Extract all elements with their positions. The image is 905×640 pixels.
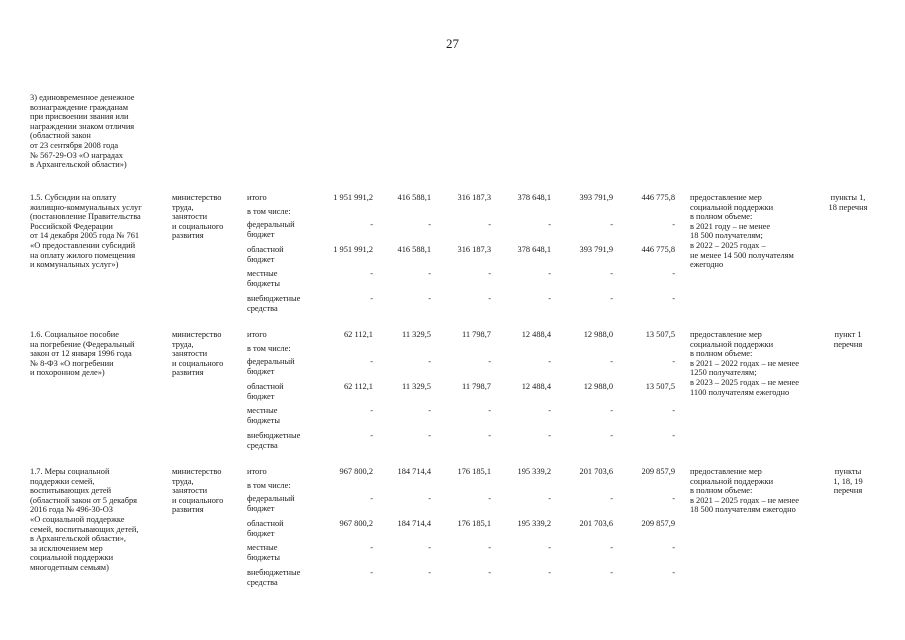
funding-source-line: в том числе: bbox=[247, 481, 291, 490]
list-reference-line: перечня bbox=[833, 339, 863, 349]
funding-value: - bbox=[488, 294, 491, 303]
measure-name-line: «О социальной поддержке bbox=[30, 515, 125, 524]
funding-value: 378 648,1 bbox=[517, 193, 551, 202]
funding-value: 195 339,2 bbox=[517, 467, 551, 476]
list-reference-line: пункты bbox=[834, 467, 862, 476]
executor-line: развития bbox=[172, 368, 204, 378]
expected-result-line: социальной поддержки bbox=[690, 202, 774, 212]
list-reference-line: пункты 1, bbox=[830, 193, 866, 202]
funding-value: 1 951 991,2 bbox=[333, 245, 373, 254]
funding-value: - bbox=[672, 568, 675, 577]
funding-value: - bbox=[428, 431, 431, 440]
expected-result-line: в 2022 – 2025 годах – bbox=[690, 241, 766, 250]
expected-result-line: 1100 получателям ежегодно bbox=[690, 387, 790, 397]
funding-value: - bbox=[672, 431, 675, 440]
funding-value: - bbox=[370, 357, 373, 366]
funding-value: 184 714,4 bbox=[397, 519, 431, 528]
executor-line: министерство bbox=[172, 467, 222, 476]
funding-value: - bbox=[548, 357, 551, 366]
intro-line: от 23 сентября 2008 года bbox=[30, 141, 119, 150]
funding-source-line: итого bbox=[247, 330, 267, 339]
funding-value: 176 185,1 bbox=[457, 467, 491, 476]
executor-line: развития bbox=[172, 505, 204, 515]
funding-value: 967 800,2 bbox=[339, 519, 373, 528]
executor-line: министерство bbox=[172, 330, 222, 339]
executor-line: труда, bbox=[172, 202, 194, 212]
funding-value: - bbox=[428, 294, 431, 303]
expected-result-line: предоставление мер bbox=[690, 467, 762, 476]
executor-line: занятости bbox=[172, 212, 208, 222]
funding-source-line: бюджет bbox=[247, 229, 275, 239]
funding-value: - bbox=[488, 431, 491, 440]
expected-result-line: в 2021 году – не менее bbox=[690, 221, 771, 231]
funding-value: 13 507,5 bbox=[645, 382, 675, 391]
funding-value: 12 988,0 bbox=[583, 330, 613, 339]
funding-value: - bbox=[370, 406, 373, 415]
funding-value: 201 703,6 bbox=[579, 519, 613, 528]
intro-line: награждении знаком отличия bbox=[30, 121, 135, 131]
funding-value: - bbox=[548, 406, 551, 415]
funding-source-line: бюджеты bbox=[247, 278, 281, 288]
funding-value: - bbox=[672, 494, 675, 503]
funding-value: - bbox=[370, 568, 373, 577]
funding-value: 393 791,9 bbox=[579, 193, 613, 202]
expected-result-line: в 2021 – 2022 годах – не менее bbox=[690, 358, 799, 368]
expected-result-line: социальной поддержки bbox=[690, 476, 774, 486]
funding-source-line: внебюджетные bbox=[247, 568, 301, 577]
funding-value: 1 951 991,2 bbox=[333, 193, 373, 202]
funding-value: - bbox=[610, 568, 613, 577]
funding-value: 446 775,8 bbox=[641, 193, 675, 202]
funding-value: - bbox=[488, 568, 491, 577]
funding-value: 416 588,1 bbox=[397, 193, 431, 202]
expected-result-line: социальной поддержки bbox=[690, 339, 774, 349]
measure-name-line: № 8-ФЗ «О погребении bbox=[30, 358, 114, 368]
expected-result-line: в полном объеме: bbox=[690, 486, 753, 496]
measure-name-line: закон от 12 января 1996 года bbox=[30, 349, 132, 359]
funding-value: - bbox=[548, 568, 551, 577]
measure-name-line: и коммунальных услуг») bbox=[30, 260, 119, 270]
executor-line: и социального bbox=[172, 358, 224, 368]
funding-value: - bbox=[672, 357, 675, 366]
measure-name-line: 1.7. Меры социальной bbox=[30, 467, 110, 476]
executor-line: занятости bbox=[172, 486, 208, 496]
funding-value: - bbox=[672, 294, 675, 303]
measure-name-line: социальной поддержки bbox=[30, 553, 114, 563]
funding-source-line: бюджеты bbox=[247, 552, 281, 562]
funding-value: - bbox=[548, 269, 551, 278]
funding-value: 316 187,3 bbox=[457, 245, 491, 254]
funding-value: 209 857,9 bbox=[641, 467, 675, 476]
funding-value: 209 857,9 bbox=[641, 519, 675, 528]
funding-value: - bbox=[672, 269, 675, 278]
intro-line: 3) единовременное денежное bbox=[30, 93, 135, 102]
funding-value: 12 988,0 bbox=[583, 382, 613, 391]
intro-line: в Архангельской области») bbox=[30, 160, 127, 170]
funding-value: - bbox=[548, 220, 551, 229]
executor-line: министерство bbox=[172, 193, 222, 202]
funding-value: - bbox=[548, 294, 551, 303]
list-reference-line: пункт 1 bbox=[834, 330, 862, 339]
funding-value: 62 112,1 bbox=[343, 382, 373, 391]
executor-line: труда, bbox=[172, 476, 194, 486]
funding-value: - bbox=[488, 220, 491, 229]
funding-value: 11 329,5 bbox=[401, 330, 431, 339]
measure-name-line: (областной закон от 5 декабря bbox=[30, 495, 138, 505]
funding-source-line: средства bbox=[247, 440, 278, 450]
funding-value: - bbox=[428, 568, 431, 577]
funding-source-line: бюджет bbox=[247, 391, 275, 401]
page-number: 27 bbox=[446, 36, 459, 51]
funding-source-line: бюджет bbox=[247, 528, 275, 538]
funding-value: - bbox=[370, 431, 373, 440]
measure-name-line: семей, воспитывающих детей, bbox=[30, 524, 139, 534]
measure-name-line: 2016 года № 496-30-ОЗ bbox=[30, 505, 113, 515]
measure-name-line: 1.6. Социальное пособие bbox=[30, 330, 120, 339]
funding-value: - bbox=[370, 269, 373, 278]
funding-value: - bbox=[428, 357, 431, 366]
expected-result-line: 1250 получателям; bbox=[690, 368, 757, 378]
intro-line: № 567-29-ОЗ «О наградах bbox=[30, 150, 123, 160]
measure-name-line: (постановление Правительства bbox=[30, 212, 141, 222]
funding-value: - bbox=[610, 543, 613, 552]
expected-result-line: не менее 14 500 получателям bbox=[690, 250, 794, 260]
measure-name-line: на оплату жилого помещения bbox=[30, 250, 136, 260]
executor-line: развития bbox=[172, 231, 204, 241]
funding-source-line: местные bbox=[247, 406, 278, 415]
funding-source-line: федеральный bbox=[247, 494, 295, 503]
funding-value: - bbox=[428, 220, 431, 229]
funding-value: - bbox=[370, 220, 373, 229]
expected-result-line: в 2021 – 2025 годах – не менее bbox=[690, 495, 799, 505]
funding-value: 184 714,4 bbox=[397, 467, 431, 476]
funding-source-line: бюджеты bbox=[247, 415, 281, 425]
funding-source-line: областной bbox=[247, 245, 284, 254]
measure-name-line: Российской Федерации bbox=[30, 221, 113, 231]
funding-source-line: итого bbox=[247, 193, 267, 202]
intro-line: вознаграждение гражданам bbox=[30, 102, 129, 112]
expected-result-line: предоставление мер bbox=[690, 330, 762, 339]
funding-value: - bbox=[488, 357, 491, 366]
expected-result-line: ежегодно bbox=[690, 260, 724, 270]
funding-value: - bbox=[370, 294, 373, 303]
funding-source-line: федеральный bbox=[247, 357, 295, 366]
funding-source-line: местные bbox=[247, 543, 278, 552]
funding-value: - bbox=[548, 431, 551, 440]
funding-source-line: внебюджетные bbox=[247, 294, 301, 303]
funding-value: - bbox=[672, 406, 675, 415]
funding-value: 11 798,7 bbox=[461, 330, 491, 339]
measure-name-line: и похоронном деле») bbox=[30, 368, 105, 378]
executor-line: труда, bbox=[172, 339, 194, 349]
funding-value: - bbox=[672, 543, 675, 552]
funding-source-line: в том числе: bbox=[247, 207, 291, 216]
measure-name-line: в Архангельской области», bbox=[30, 534, 127, 544]
funding-value: - bbox=[428, 269, 431, 278]
funding-value: 378 648,1 bbox=[517, 245, 551, 254]
funding-value: 446 775,8 bbox=[641, 245, 675, 254]
funding-value: - bbox=[610, 494, 613, 503]
funding-value: 11 798,7 bbox=[461, 382, 491, 391]
funding-value: - bbox=[488, 494, 491, 503]
funding-value: - bbox=[610, 220, 613, 229]
funding-value: 393 791,9 bbox=[579, 245, 613, 254]
funding-value: - bbox=[428, 406, 431, 415]
expected-result-line: в полном объеме: bbox=[690, 349, 753, 359]
executor-line: и социального bbox=[172, 221, 224, 231]
funding-value: - bbox=[488, 543, 491, 552]
funding-source-line: итого bbox=[247, 467, 267, 476]
funding-source-line: областной bbox=[247, 382, 284, 391]
funding-value: - bbox=[428, 543, 431, 552]
funding-value: - bbox=[672, 220, 675, 229]
funding-source-line: внебюджетные bbox=[247, 431, 301, 440]
measure-name-line: «О предоставлении субсидий bbox=[30, 241, 136, 250]
expected-result-line: 18 500 получателям ежегодно bbox=[690, 505, 796, 515]
funding-source-line: бюджет bbox=[247, 254, 275, 264]
funding-value: 12 488,4 bbox=[521, 330, 551, 339]
funding-value: - bbox=[548, 543, 551, 552]
funding-value: 12 488,4 bbox=[521, 382, 551, 391]
funding-source-line: бюджет bbox=[247, 503, 275, 513]
expected-result-line: предоставление мер bbox=[690, 193, 762, 202]
expected-result-line: в полном объеме: bbox=[690, 212, 753, 222]
funding-source-line: федеральный bbox=[247, 220, 295, 229]
expected-result-line: 18 500 получателям; bbox=[690, 231, 763, 241]
funding-value: - bbox=[610, 357, 613, 366]
funding-value: - bbox=[610, 406, 613, 415]
funding-value: - bbox=[548, 494, 551, 503]
intro-line: при присвоении звания или bbox=[30, 112, 129, 122]
measure-name-line: 1.5. Субсидии на оплату bbox=[30, 193, 117, 202]
funding-value: 201 703,6 bbox=[579, 467, 613, 476]
measure-name-line: от 14 декабря 2005 года № 761 bbox=[30, 231, 140, 241]
measure-name-line: жилищно-коммунальных услуг bbox=[30, 202, 142, 212]
measure-name-line: воспитывающих детей bbox=[30, 486, 112, 496]
measure-name-line: поддержки семей, bbox=[30, 476, 95, 486]
funding-source-line: местные bbox=[247, 269, 278, 278]
expected-result-line: в 2023 – 2025 годах – не менее bbox=[690, 378, 799, 387]
funding-value: - bbox=[488, 269, 491, 278]
list-reference-line: 1, 18, 19 bbox=[833, 476, 863, 486]
funding-value: 11 329,5 bbox=[401, 382, 431, 391]
funding-value: - bbox=[610, 294, 613, 303]
measure-name-line: за исключением мер bbox=[30, 543, 103, 553]
funding-source-line: средства bbox=[247, 303, 278, 313]
intro-line: (областной закон bbox=[30, 131, 91, 141]
funding-source-line: областной bbox=[247, 519, 284, 528]
funding-value: 62 112,1 bbox=[343, 330, 373, 339]
funding-value: 176 185,1 bbox=[457, 519, 491, 528]
executor-line: и социального bbox=[172, 495, 224, 505]
measure-name-line: многодетным семьям) bbox=[30, 563, 109, 572]
funding-source-line: в том числе: bbox=[247, 344, 291, 353]
funding-value: - bbox=[610, 431, 613, 440]
funding-source-line: средства bbox=[247, 577, 278, 587]
funding-source-line: бюджет bbox=[247, 366, 275, 376]
list-reference-line: перечня bbox=[833, 486, 863, 496]
funding-value: - bbox=[370, 543, 373, 552]
funding-value: - bbox=[428, 494, 431, 503]
funding-value: 316 187,3 bbox=[457, 193, 491, 202]
list-reference-line: 18 перечня bbox=[828, 202, 868, 212]
funding-value: - bbox=[488, 406, 491, 415]
funding-value: - bbox=[610, 269, 613, 278]
measure-name-line: на погребение (Федеральный bbox=[30, 339, 135, 349]
funding-value: 416 588,1 bbox=[397, 245, 431, 254]
executor-line: занятости bbox=[172, 349, 208, 359]
funding-value: - bbox=[370, 494, 373, 503]
funding-value: 195 339,2 bbox=[517, 519, 551, 528]
funding-value: 13 507,5 bbox=[645, 330, 675, 339]
funding-value: 967 800,2 bbox=[339, 467, 373, 476]
